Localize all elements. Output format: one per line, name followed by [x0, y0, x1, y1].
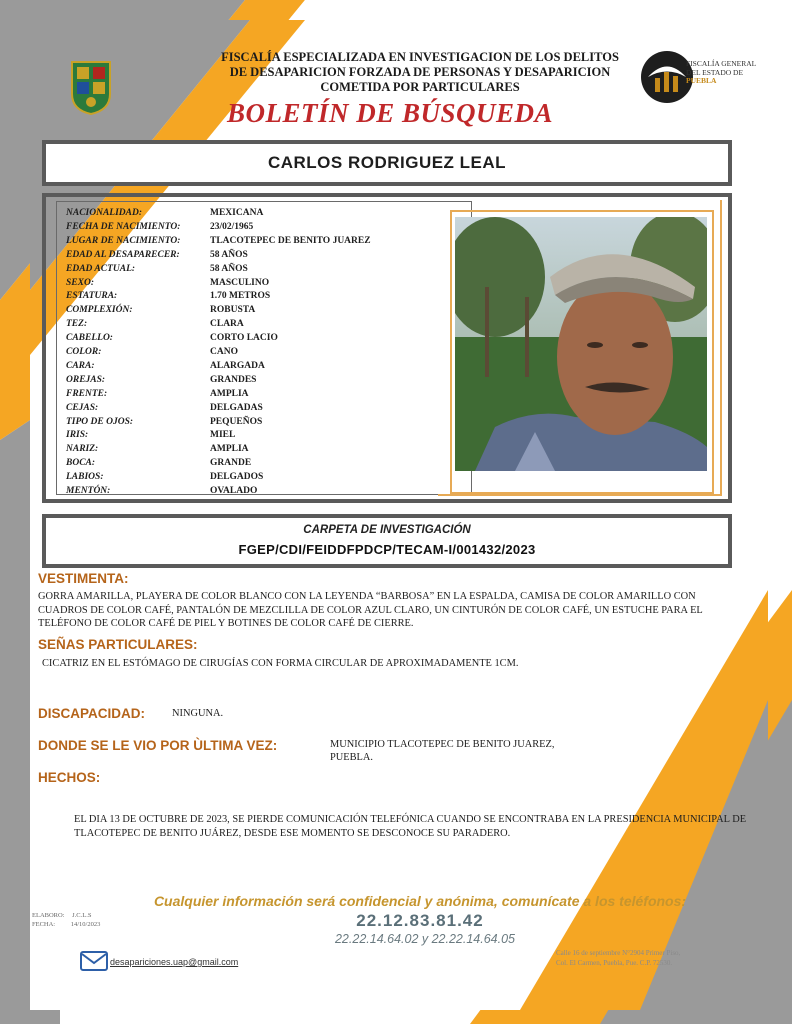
field-label: CABELLO: [66, 333, 113, 344]
hechos-label: HECHOS: [38, 770, 101, 785]
phone-main: 22.12.83.81.42 [356, 911, 484, 930]
fecha-value: 14/10/2023 [70, 921, 101, 928]
hechos-text: EL DIA 13 DE OCTUBRE DE 2023, SE PIERDE COMUNICACIÓN TELEFÓNICA CUANDO SE ENCONTRABA EN LA PRESIDENCIA MUNICIPAL DE TLACOTEPEC DE BENITO JUÁREZ, DESDE ESE MOMENTO SE DESCONOCE SU PARADERO. [74, 814, 747, 839]
field-value: 58 AÑOS [210, 249, 248, 260]
fecha-label: FECHA: [32, 921, 56, 928]
field-label: SEXO: [66, 277, 94, 288]
field-label: MENTÓN: [66, 486, 111, 496]
field-label: NACIONALIDAD: [66, 208, 143, 218]
field-label: IRIS: [66, 430, 89, 441]
contact-message: Cualquier información será confidencial y anónima, comunícate a los teléfonos: [153, 893, 687, 909]
phone-alternates: 22.22.14.64.02 y 22.22.14.64.05 [334, 932, 516, 946]
field-label: FECHA DE NACIMIENTO: [66, 221, 181, 232]
field-value: ROBUSTA [210, 305, 256, 316]
field-value: MIEL [210, 430, 236, 441]
field-value: ALARGADA [210, 360, 265, 371]
field-label: ESTATURA: [66, 291, 118, 302]
field-label: COLOR: [66, 347, 102, 357]
field-value: MASCULINO [210, 277, 270, 288]
elaboro-value: J.C.L.S [72, 912, 92, 919]
field-value: MEXICANA [210, 208, 264, 218]
person-photo [455, 217, 707, 471]
elaboro-label: ELABORO: [32, 912, 65, 919]
description-fields [56, 201, 472, 495]
logo-line-1: FISCALÍA GENERAL [686, 59, 757, 68]
agency-line-2: DE DESAPARICION FORZADA DE PERSONAS Y DESAPARICION [229, 65, 611, 79]
last-seen-line-1: MUNICIPIO TLACOTEPEC DE BENITO JUAREZ, [330, 739, 555, 750]
logo-line-3: PUEBLA [686, 76, 717, 85]
field-label: OREJAS: [66, 374, 106, 385]
field-label: EDAD ACTUAL: [66, 263, 136, 274]
address-line-2: Col. El Carmen, Puebla, Pue. C.P. 72530. [556, 959, 673, 967]
vestimenta-label: VESTIMENTA: [38, 571, 129, 586]
logo-line-2: DEL ESTADO DE [686, 67, 744, 77]
discapacidad-value: NINGUNA. [172, 708, 224, 719]
person-name: CARLOS RODRIGUEZ LEAL [267, 153, 507, 172]
last-seen-line-2: PUEBLA. [330, 752, 374, 763]
senas-label: SEÑAS PARTICULARES: [38, 637, 198, 652]
field-value: AMPLIA [210, 388, 249, 399]
field-value: DELGADAS [210, 402, 263, 413]
field-value: GRANDES [210, 374, 257, 385]
agency-line-3: COMETIDA POR PARTICULARES [320, 80, 520, 94]
fiscalia-logo-text [686, 60, 766, 86]
field-label: LABIOS: [66, 472, 104, 483]
field-label: FRENTE: [66, 388, 108, 399]
office-address [556, 948, 772, 968]
investigation-file-box [42, 514, 732, 568]
discapacidad-label: DISCAPACIDAD: [38, 706, 145, 721]
bulletin-title: BOLETÍN DE BÚSQUEDA [226, 98, 554, 128]
investigation-file-title: CARPETA DE INVESTIGACIÓN [303, 524, 471, 536]
field-value: TLACOTEPEC DE BENITO JUAREZ [210, 235, 371, 246]
field-value: DELGADOS [210, 472, 264, 483]
last-seen-label: DONDE SE LE VIO POR ÙLTIMA VEZ: [38, 738, 278, 753]
agency-title [190, 50, 650, 95]
field-value: 1.70 METROS [210, 291, 271, 302]
field-label: CEJAS: [66, 402, 99, 413]
state-emblem-icon [68, 58, 114, 116]
investigation-file-number: FGEP/CDI/FEIDDFPDCP/TECAM-I/001432/2023 [238, 542, 536, 557]
field-label: TEZ: [66, 319, 88, 330]
contact-email[interactable]: desapariciones.uap@gmail.com [110, 957, 239, 967]
agency-line-1: FISCALÍA ESPECIALIZADA EN INVESTIGACION DE LOS DELITOS [221, 50, 619, 64]
field-label: COMPLEXIÓN: [66, 305, 133, 316]
vestimenta-text: GORRA AMARILLA, PLAYERA DE COLOR BLANCO CON LA LEYENDA “BARBOSA” EN LA ESPALDA, CAMISA DE COLOR AMARILLO CON CUADROS DE COLOR CAFÉ, PANTALÓN DE MEZCLILLA DE COLOR AZUL CLARO, UN CINTURÓN DE COLOR CAFÉ, UN ESTUCHE PARA EL TELÉFONO DE COLOR CAFÉ DE PIEL Y BOTINES DE COLOR CAFÉ DE CIERRE. [38, 591, 703, 629]
field-value: AMPLIA [210, 444, 249, 455]
field-value: OVALADO [210, 486, 258, 496]
field-label: NARIZ: [66, 444, 99, 455]
email-icon [80, 950, 110, 972]
person-name-bar [42, 140, 732, 186]
field-label: TIPO DE OJOS: [66, 416, 134, 427]
field-label: EDAD AL DESAPARECER: [66, 249, 180, 260]
field-label: CARA: [66, 360, 95, 371]
field-value: CLARA [210, 319, 244, 330]
senas-text: CICATRIZ EN EL ESTÓMAGO DE CIRUGÍAS CON FORMA CIRCULAR DE APROXIMADAMENTE 1CM. [42, 658, 519, 669]
field-value: 58 AÑOS [210, 263, 248, 274]
field-value: CORTO LACIO [210, 333, 278, 344]
field-value: 23/02/1965 [210, 221, 254, 232]
address-line-1: Calle 16 de septiembre N°2904 Primer Piso, [556, 949, 681, 957]
field-value: PEQUEÑOS [210, 416, 263, 427]
field-value: CANO [210, 347, 238, 357]
field-label: LUGAR DE NACIMIENTO: [66, 235, 181, 246]
field-value: GRANDE [210, 458, 252, 469]
field-label: BOCA: [66, 458, 96, 469]
credits [32, 911, 100, 929]
